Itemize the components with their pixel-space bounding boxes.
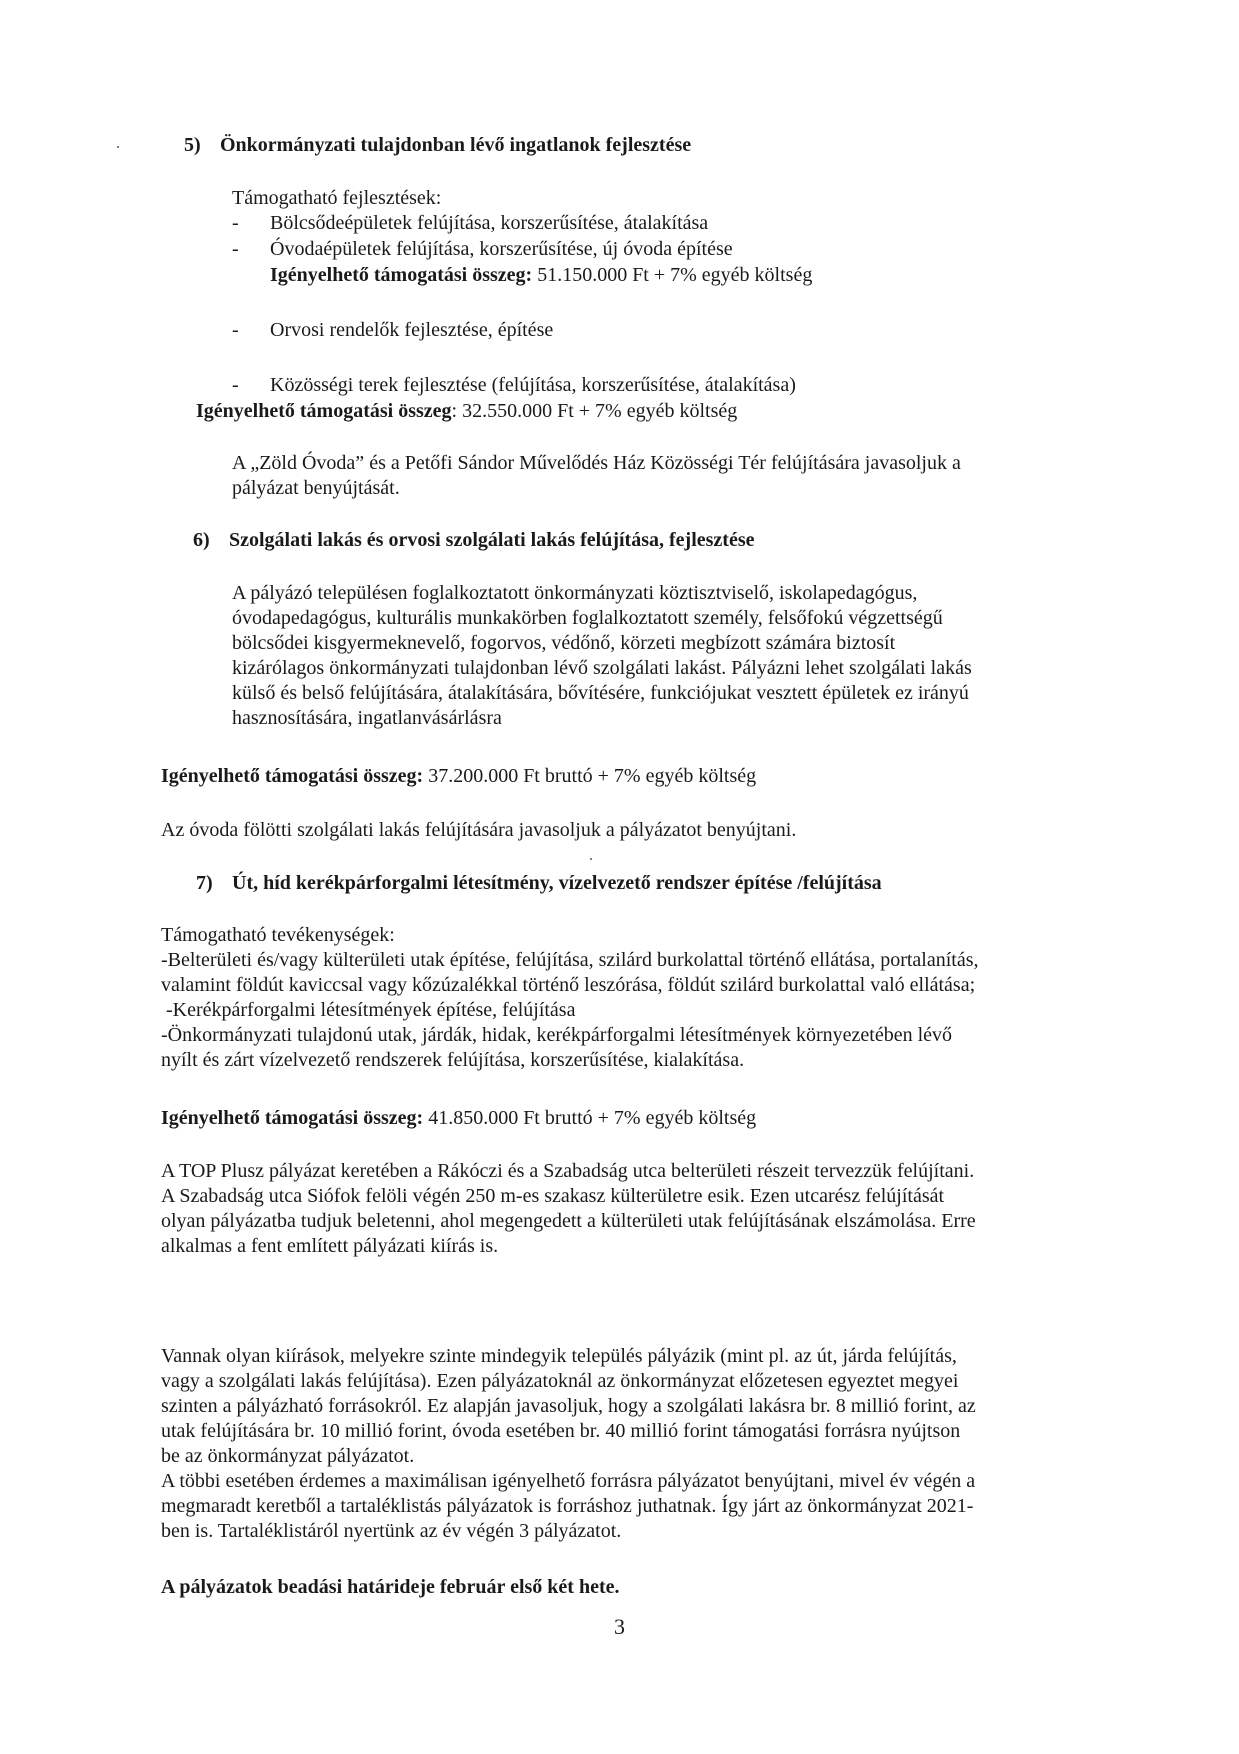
paragraph-line: A többi esetében érdemes a maximálisan igényelhető forrásra pályázatot benyújtani, mivel év végén a	[161, 1470, 976, 1492]
section-5-intro: Támogatható fejlesztések:	[232, 187, 442, 209]
section-6-amount	[161, 764, 756, 789]
activity-line: nyílt és zárt vízelvezető rendszerek felújítása, korszerűsítése, kialakítása.	[161, 1049, 745, 1071]
section-7-plan	[161, 1159, 1091, 1259]
paragraph-line: alkalmas a fent említett pályázati kiírás is.	[161, 1235, 499, 1257]
paragraph-line: vagy a szolgálati lakás felújítása). Ezen pályázatoknál az önkormányzat előzetesen egyeztet megyei	[161, 1370, 959, 1392]
amount-value: : 32.550.000 Ft + 7% egyéb költség	[451, 400, 738, 422]
activity-line: -Belterületi és/vagy külterületi utak építése, felújítása, szilárd burkolattal történő ellátása, portalanítás,	[161, 949, 979, 971]
paragraph-line: pályázat benyújtását.	[232, 477, 400, 499]
section-7-amount	[161, 1106, 756, 1131]
bullet-text: Bölcsődeépületek felújítása, korszerűsítése, átalakítása	[270, 212, 709, 234]
summary-paragraph-1	[161, 1344, 1089, 1469]
dash-marker: -	[232, 319, 239, 341]
section-5-title: Önkormányzati tulajdonban lévő ingatlanok fejlesztése	[220, 134, 692, 156]
activity-line: valamint földút kaviccsal vagy kőzúzalékkal történő leszórása, földút szilárd burkolattal való ellátása;	[161, 974, 976, 996]
paragraph-line: külső és belső felújítására, átalakítására, bővítésére, funkciójukat vesztett épületek ez irányú	[232, 682, 969, 704]
dash-marker: -	[232, 374, 239, 396]
section-5-recommendation	[232, 451, 1089, 501]
paragraph-line: A TOP Plusz pályázat keretében a Rákóczi és a Szabadság utca belterületi részeit tervezzük felújítani.	[161, 1160, 975, 1182]
amount-label: Igényelhető támogatási összeg	[196, 400, 452, 422]
paragraph-line: megmaradt keretből a tartaléklistás pályázatok is forráshoz juthatnak. Így járt az önkormányzat 2021-	[161, 1495, 974, 1517]
section-5-heading	[184, 133, 691, 158]
section-7-heading	[196, 871, 882, 896]
section-7-number: 7)	[196, 872, 213, 894]
paragraph-line: A Szabadság utca Siófok felöli végén 250 m-es szakasz külterületre esik. Ezen utcarész felújítását	[161, 1185, 945, 1207]
amount-label: Igényelhető támogatási összeg:	[161, 765, 424, 787]
activity-line: -Kerékpárforgalmi létesítmények építése, felújítása	[161, 999, 576, 1021]
paragraph-line: Vannak olyan kiírások, melyekre szinte mindegyik település pályázik (mint pl. az út, járda felújítás,	[161, 1345, 957, 1367]
dash-marker: -	[232, 212, 239, 234]
section-5-number: 5)	[184, 134, 201, 156]
section-7-title: Út, híd kerékpárforgalmi létesítmény, vízelvezető rendszer építése /felújítása	[232, 872, 882, 894]
paragraph-line: utak felújítására br. 10 millió forint, óvoda esetében br. 40 millió forint támogatási forrásra nyújtson	[161, 1420, 961, 1442]
paragraph-line: óvodapedagógus, kulturális munkakörben foglalkoztatott személy, felsőfokú végzettségű	[232, 607, 943, 629]
bullet-text: Közösségi terek fejlesztése (felújítása, korszerűsítése, átalakítása)	[270, 374, 796, 396]
paragraph-line: be az önkormányzat pályázatot.	[161, 1445, 415, 1467]
submission-deadline: A pályázatok beadási határideje február első két hete.	[161, 1576, 620, 1598]
paragraph-line: bölcsődei kisgyermeknevelő, fogorvos, védőnő, körzeti megbízott számára biztosít	[232, 632, 896, 654]
section-5-amount-b	[196, 399, 737, 424]
amount-value: 37.200.000 Ft bruttó + 7% egyéb költség	[423, 765, 757, 787]
scan-speck	[117, 146, 119, 148]
scan-speck	[590, 858, 592, 860]
paragraph-line: hasznosítására, ingatlanvásárlásra	[232, 707, 502, 729]
section-6-recommendation: Az óvoda fölötti szolgálati lakás felújítására javasoljuk a pályázatot benyújtani.	[161, 819, 797, 841]
paragraph-line: A pályázó településen foglalkoztatott önkormányzati köztisztviselő, iskolapedagógus,	[232, 582, 918, 604]
section-6-heading	[193, 528, 755, 553]
paragraph-line: A „Zöld Óvoda” és a Petőfi Sándor Művelődés Ház Közösségi Tér felújítására javasoljuk a	[232, 452, 961, 474]
section-6-number: 6)	[193, 529, 210, 551]
section-5-amount-a	[270, 263, 812, 288]
paragraph-line: szinten a pályázható forrásokról. Ez alapján javasoljuk, hogy a szolgálati lakásra br. 8 millió forint, az	[161, 1395, 976, 1417]
amount-label: Igényelhető támogatási összeg:	[161, 1107, 424, 1129]
amount-label: Igényelhető támogatási összeg:	[270, 264, 533, 286]
paragraph-line: olyan pályázatba tudjuk beletenni, ahol megengedett a külterületi utak felújításának elszámolása. Erre	[161, 1210, 976, 1232]
amount-value: 41.850.000 Ft bruttó + 7% egyéb költség	[423, 1107, 757, 1129]
section-6-title: Szolgálati lakás és orvosi szolgálati lakás felújítása, fejlesztése	[229, 529, 755, 551]
bullet-text: Orvosi rendelők fejlesztése, építése	[270, 319, 554, 341]
activity-line: -Önkormányzati tulajdonú utak, járdák, hidak, kerékpárforgalmi létesítmények környezetében lévő	[161, 1024, 953, 1046]
section-7-intro: Támogatható tevékenységek:	[161, 924, 395, 946]
section-6-paragraph	[232, 581, 1089, 731]
page-number: 3	[614, 1614, 625, 1639]
dash-marker: -	[232, 238, 239, 260]
amount-value: 51.150.000 Ft + 7% egyéb költség	[532, 264, 813, 286]
paragraph-line: ben is. Tartaléklistáról nyertünk az év végén 3 pályázatot.	[161, 1520, 622, 1542]
summary-paragraph-2	[161, 1469, 1089, 1544]
section-7-activities	[161, 948, 1091, 1073]
paragraph-line: kizárólagos önkormányzati tulajdonban lévő szolgálati lakást. Pályázni lehet szolgálati lakás	[232, 657, 972, 679]
bullet-text: Óvodaépületek felújítása, korszerűsítése, új óvoda építése	[270, 238, 733, 260]
